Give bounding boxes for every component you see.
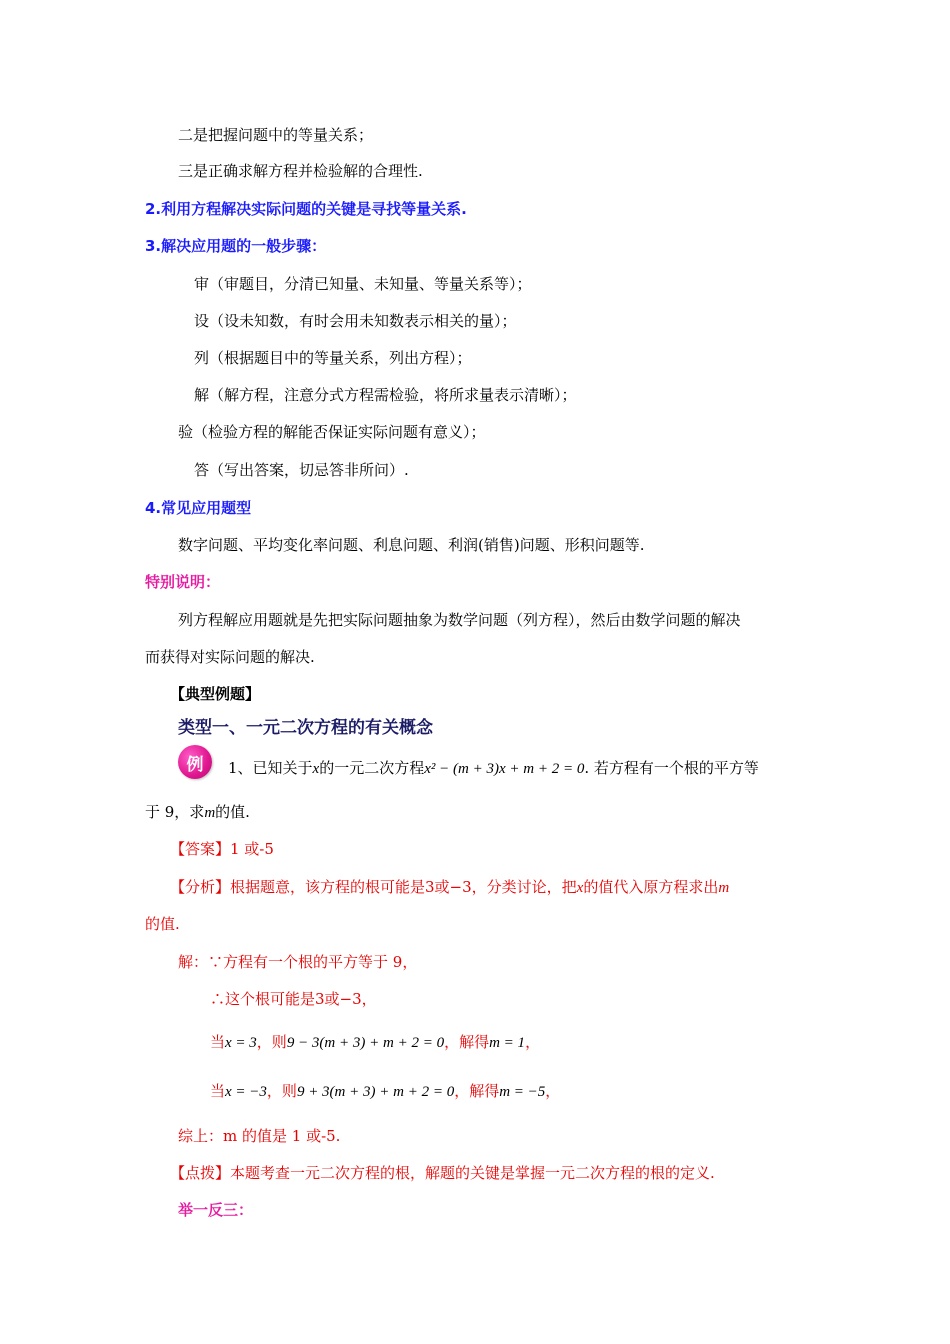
solution-case-2: 当x = −3，则9 + 3(m + 3) + m + 2 = 0，解得m = −5， <box>210 1082 561 1100</box>
text-line: 三是正确求解方程并检验解的合理性. <box>178 162 423 180</box>
section-heading: 4.常见应用题型 <box>145 499 252 517</box>
step-line: 审（审题目，分清已知量、未知量、等量关系等）； <box>194 275 532 293</box>
step-line: 验（检验方程的解能否保证实际问题有意义）； <box>178 423 486 441</box>
step-line: 列（根据题目中的等量关系，列出方程）； <box>194 349 472 367</box>
answer-line: 【答案】1 或-5 <box>170 840 274 858</box>
solution-summary: 综上：m 的值是 1 或-5. <box>178 1127 341 1145</box>
typical-examples-label: 【典型例题】 <box>170 685 261 703</box>
step-line: 答（写出答案，切忌答非所问）. <box>194 461 409 479</box>
text-line: 数字问题、平均变化率问题、利息问题、利润(销售)问题、形积问题等. <box>178 536 645 554</box>
section-heading: 2.利用方程解决实际问题的关键是寻找等量关系. <box>145 200 467 218</box>
solution-line: ∴这个根可能是3或−3， <box>210 990 377 1008</box>
text-line: 二是把握问题中的等量关系； <box>178 126 374 144</box>
section-heading: 3.解决应用题的一般步骤： <box>145 237 327 255</box>
text-line: 而获得对实际问题的解决. <box>145 648 315 666</box>
type-heading: 类型一、一元二次方程的有关概念 <box>178 718 433 738</box>
solution-case-1: 当x = 3，则9 − 3(m + 3) + m + 2 = 0，解得m = 1， <box>210 1033 541 1051</box>
analysis-line1: 【分析】根据题意，该方程的根可能是3或−3，分类讨论，把x的值代入原方程求出m <box>170 878 730 896</box>
practice-label: 举一反三： <box>178 1201 254 1219</box>
step-line: 解（解方程，注意分式方程需检验，将所求量表示清晰）； <box>194 386 577 404</box>
example-question-line1: 1、已知关于x的一元二次方程x² − (m + 3)x + m + 2 = 0. 若方程有一个根的平方等 <box>228 759 759 777</box>
analysis-line2: 的值. <box>145 915 180 933</box>
tip-line: 【点拨】本题考查一元二次方程的根，解题的关键是掌握一元二次方程的根的定义. <box>170 1164 715 1182</box>
step-line: 设（设未知数，有时会用未知数表示相关的量）； <box>194 312 517 330</box>
solution-line: 解：∵方程有一个根的平方等于 9， <box>178 953 418 971</box>
example-question-line2: 于 9，求m的值. <box>145 803 250 821</box>
text-line: 列方程解应用题就是先把实际问题抽象为数学问题（列方程），然后由数学问题的解决 <box>178 611 741 629</box>
example-badge-icon: 例 <box>178 745 212 779</box>
special-note-label: 特别说明： <box>145 573 221 591</box>
